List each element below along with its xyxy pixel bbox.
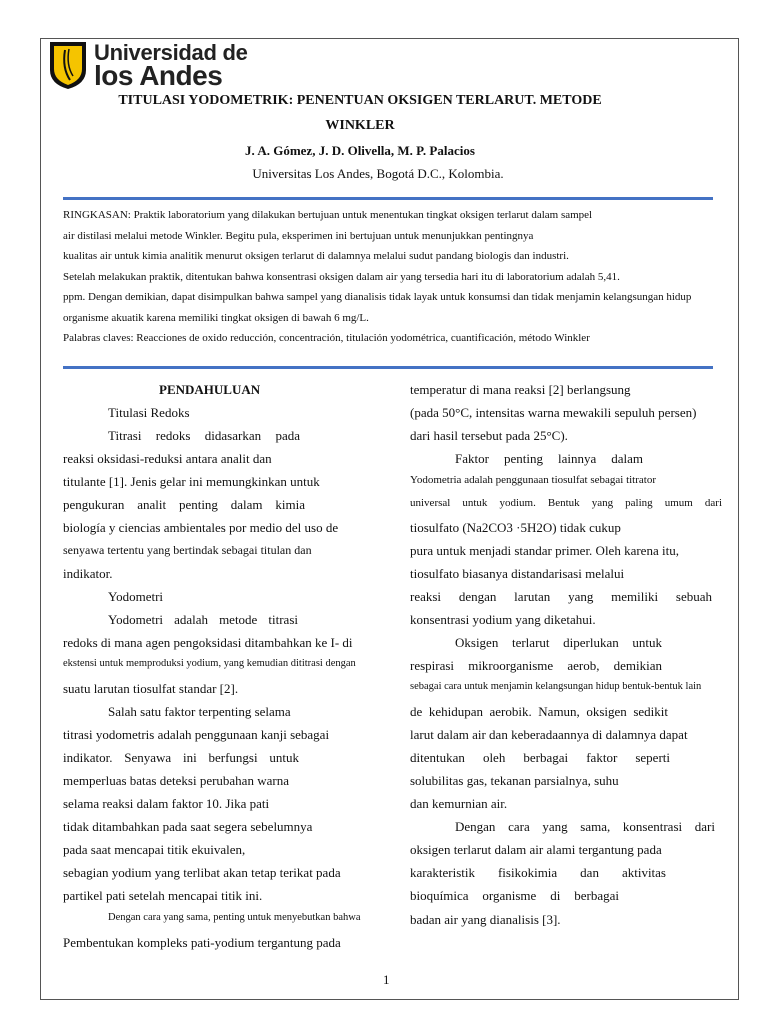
paragraph-line: Oksigen terlarut diperlukan untuk — [455, 635, 662, 650]
paragraph-line: titrasi yodometris adalah penggunaan kanji sebagai — [63, 727, 330, 742]
paragraph-line: selama reaksi dalam faktor 10. Jika pati — [63, 796, 270, 811]
paragraph-line: reaksi oksidasi-reduksi antara analit dan — [63, 451, 272, 466]
paragraph-line: de kehidupan aerobik. Namun, oksigen sedikit — [410, 704, 668, 719]
paragraph-line: pengukuran analit penting dalam kimia — [63, 497, 305, 512]
paragraph-line: Dengan cara yang sama, konsentrasi dari — [455, 819, 715, 834]
paragraph-line: memperluas batas deteksi perubahan warna — [63, 773, 289, 788]
paragraph-line: sebagai cara untuk menjamin kelangsungan hidup bentuk-bentuk lain — [410, 681, 702, 692]
paragraph-line: dan kemurnian air. — [410, 796, 508, 811]
paragraph-line: oksigen terlarut dalam air alami tergantung pada — [410, 842, 662, 857]
logo-text-line1: Universidad de — [94, 40, 248, 65]
abstract-line: Setelah melakukan praktik, ditentukan bahwa konsentrasi oksigen dalam air yang tersedia hari itu di laboratorium adalah 5,41. — [63, 270, 620, 283]
subsection-heading: Yodometri — [108, 589, 164, 604]
abstract-line: RINGKASAN: Praktik laboratorium yang dilakukan bertujuan untuk menentukan tingkat oksigen terlarut dalam sampel — [63, 209, 593, 221]
abstract — [63, 207, 718, 351]
abstract-line: air distilasi melalui metode Winkler. Begitu pula, eksperimen ini bertujuan untuk menunjukkan pentingnya — [63, 229, 534, 242]
affiliation: Universitas Los Andes, Bogotá D.C., Kolombia. — [252, 166, 504, 181]
paragraph-line: tiosulfato biasanya distandarisasi melalui — [410, 566, 625, 581]
paragraph-line: reaksi dengan larutan yang memiliki sebuah — [410, 589, 712, 604]
paragraph-line: Yodometri adalah metode titrasi — [108, 612, 298, 627]
paragraph-line: universal untuk yodium. Bentuk yang paling umum dari — [410, 497, 722, 509]
paper-title-line2: WINKLER — [325, 118, 395, 133]
abstract-line: Palabras claves: Reacciones de oxido reducción, concentración, titulación yodométrica, cuantificación, método Winkler — [63, 332, 590, 344]
paragraph-line: suatu larutan tiosulfat standar [2]. — [63, 681, 239, 696]
paragraph-line: ekstensi untuk memproduksi yodium, yang kemudian dititrasi dengan — [63, 658, 356, 669]
left-column — [63, 382, 373, 962]
paragraph-line: partikel pati setelah mencapai titik ini. — [63, 888, 263, 903]
paragraph-line: Yodometria adalah penggunaan tiosulfat sebagai titrator — [410, 474, 657, 486]
right-column — [410, 382, 726, 942]
paragraph-line: Titrasi redoks didasarkan pada — [108, 428, 300, 443]
paragraph-line: Dengan cara yang sama, penting untuk menyebutkan bahwa — [108, 912, 361, 923]
abstract-line: ppm. Dengan demikian, dapat disimpulkan bahwa sampel yang dianalisis tidak layak untuk konsumsi dan tidak menjamin kelangsungan hidup — [63, 291, 692, 303]
shield-icon — [48, 40, 88, 90]
bottom-divider — [63, 366, 713, 369]
paragraph-line: pura untuk menjadi standar primer. Oleh karena itu, — [410, 543, 679, 558]
paragraph-line: solubilitas gas, tekanan parsialnya, suhu — [410, 773, 619, 788]
paragraph-line: temperatur di mana reaksi [2] berlangsung — [410, 382, 631, 397]
paragraph-line: ditentukan oleh berbagai faktor seperti — [410, 750, 670, 765]
university-logo — [48, 40, 248, 91]
paragraph-line: tiosulfato (Na2CO3 ·5H2O) tidak cukup — [410, 520, 621, 535]
paragraph-line: Salah satu faktor terpenting selama — [108, 704, 291, 719]
paragraph-line: karakteristik fisikokimia dan aktivitas — [410, 865, 666, 880]
abstract-line: kualitas air untuk kimia analitik menurut oksigen terlarut di dalamnya melalui sudut pandang biologis dan industri. — [63, 250, 569, 262]
paragraph-line: indikator. Senyawa ini berfungsi untuk — [63, 750, 299, 765]
abstract-line: organisme akuatik karena memiliki tingkat oksigen di bawah 6 mg/L. — [63, 311, 369, 324]
paragraph-line: redoks di mana agen pengoksidasi ditambahkan ke I- di — [63, 635, 353, 650]
paragraph-line: larut dalam air dan keberadaannya di dalamnya dapat — [410, 727, 688, 742]
paragraph-line: indikator. — [63, 566, 113, 581]
paragraph-line: (pada 50°C, intensitas warna mewakili sepuluh persen) — [410, 405, 697, 420]
paragraph-line: bioquímica organisme di berbagai — [410, 888, 619, 903]
logo-text-line2: los Andes — [94, 60, 223, 91]
paragraph-line: respirasi mikroorganisme aerob, demikian — [410, 658, 662, 673]
paragraph-line: dari hasil tersebut pada 25°C). — [410, 428, 568, 443]
page-number: 1 — [383, 972, 390, 987]
top-divider — [63, 197, 713, 200]
paragraph-line: titulante [1]. Jenis gelar ini memungkinkan untuk — [63, 474, 320, 489]
authors: J. A. Gómez, J. D. Olivella, M. P. Palacios — [245, 143, 475, 158]
subsection-heading: Titulasi Redoks — [108, 405, 190, 420]
paragraph-line: tidak ditambahkan pada saat segera sebelumnya — [63, 819, 313, 834]
paragraph-line: badan air yang dianalisis [3]. — [410, 912, 561, 927]
paper-title-line1: TITULASI YODOMETRIK: PENENTUAN OKSIGEN TERLARUT. METODE — [118, 93, 602, 108]
paragraph-line: sebagian yodium yang terlibat akan tetap terikat pada — [63, 865, 341, 880]
paragraph-line: Pembentukan kompleks pati-yodium tergantung pada — [63, 935, 341, 950]
paragraph-line: konsentrasi yodium yang diketahui. — [410, 612, 596, 627]
paragraph-line: senyawa tertentu yang bertindak sebagai titulan dan — [63, 543, 312, 557]
paragraph-line: biología y ciencias ambientales por medio del uso de — [63, 520, 339, 535]
paragraph-line: pada saat mencapai titik ekuivalen, — [63, 842, 246, 857]
paragraph-line: Faktor penting lainnya dalam — [455, 451, 643, 466]
section-heading: PENDAHULUAN — [159, 382, 261, 397]
